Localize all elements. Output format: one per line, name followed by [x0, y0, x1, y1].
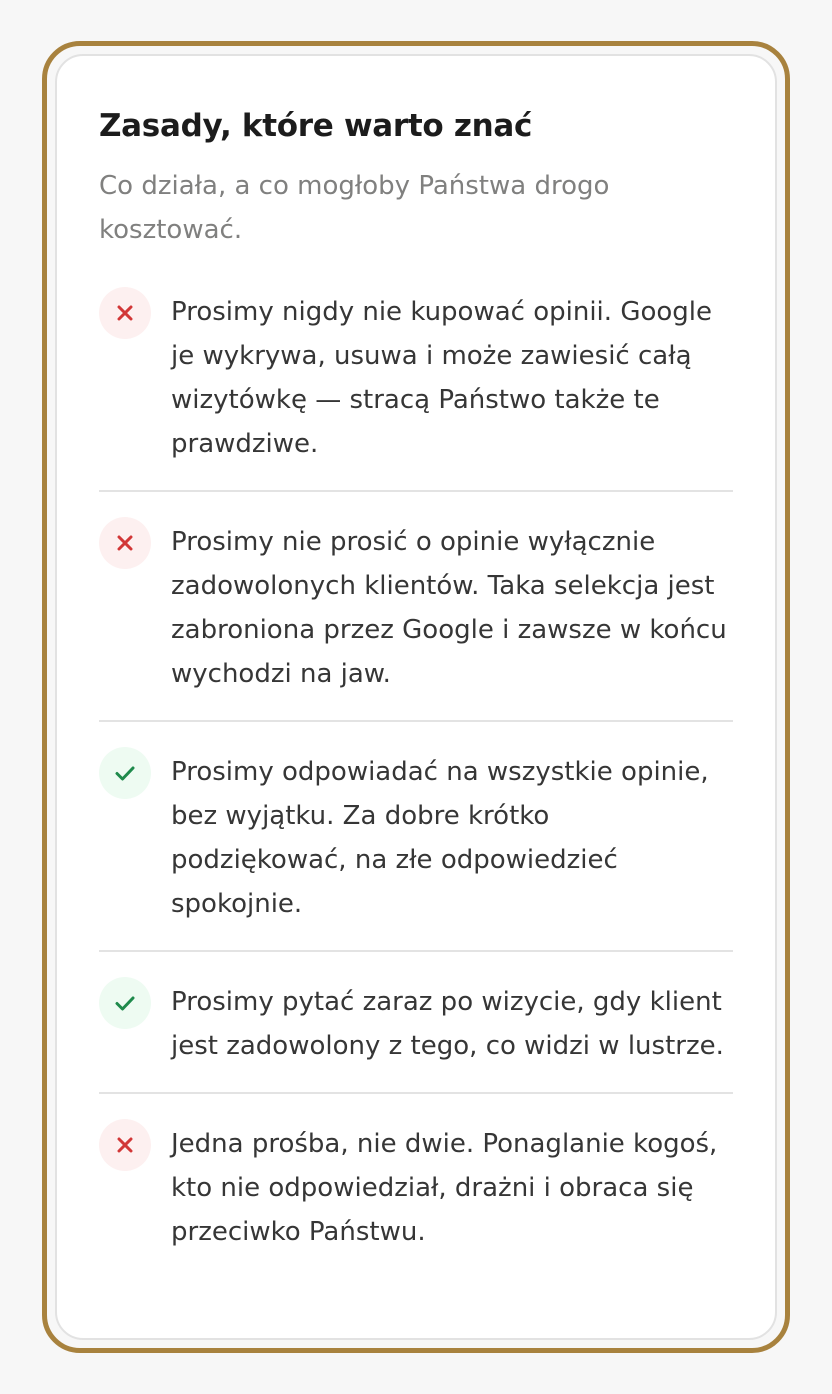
x-icon	[99, 287, 151, 339]
rule-text: Prosimy odpowiadać na wszystkie opinie, bez wyjątku. Za dobre krótko podziękować, na złe odpowiedzieć spokojnie.	[171, 757, 709, 919]
rule-item	[99, 1122, 733, 1278]
check-icon	[99, 747, 151, 799]
highlight-frame	[42, 41, 790, 1353]
rule-text: Prosimy nie prosić o opinie wyłącznie zadowolonych klientów. Taka selekcja jest zabroniona przez Google i zawsze w końcu wychodzi na jaw.	[171, 527, 727, 689]
rules-list	[99, 290, 733, 1278]
rule-text: Jedna prośba, nie dwie. Ponaglanie kogoś, kto nie odpowiedział, drażni i obraca się przeciwko Państwu.	[171, 1129, 718, 1247]
x-icon	[99, 517, 151, 569]
rule-item	[99, 750, 733, 952]
card-subtitle: Co działa, a co mogłoby Państwa drogo kosztować.	[99, 171, 610, 245]
x-icon	[99, 1119, 151, 1171]
check-icon	[99, 977, 151, 1029]
rule-text: Prosimy pytać zaraz po wizycie, gdy klient jest zadowolony z tego, co widzi w lustrze.	[171, 987, 724, 1061]
rule-text: Prosimy nigdy nie kupować opinii. Google je wykrywa, usuwa i może zawiesić całą wizytówkę — stracą Państwo także te prawdziwe.	[171, 297, 712, 459]
rule-item	[99, 520, 733, 722]
rule-item	[99, 290, 733, 492]
rules-card	[55, 54, 777, 1340]
card-title: Zasady, które warto znać	[99, 108, 533, 144]
rule-item	[99, 980, 733, 1094]
